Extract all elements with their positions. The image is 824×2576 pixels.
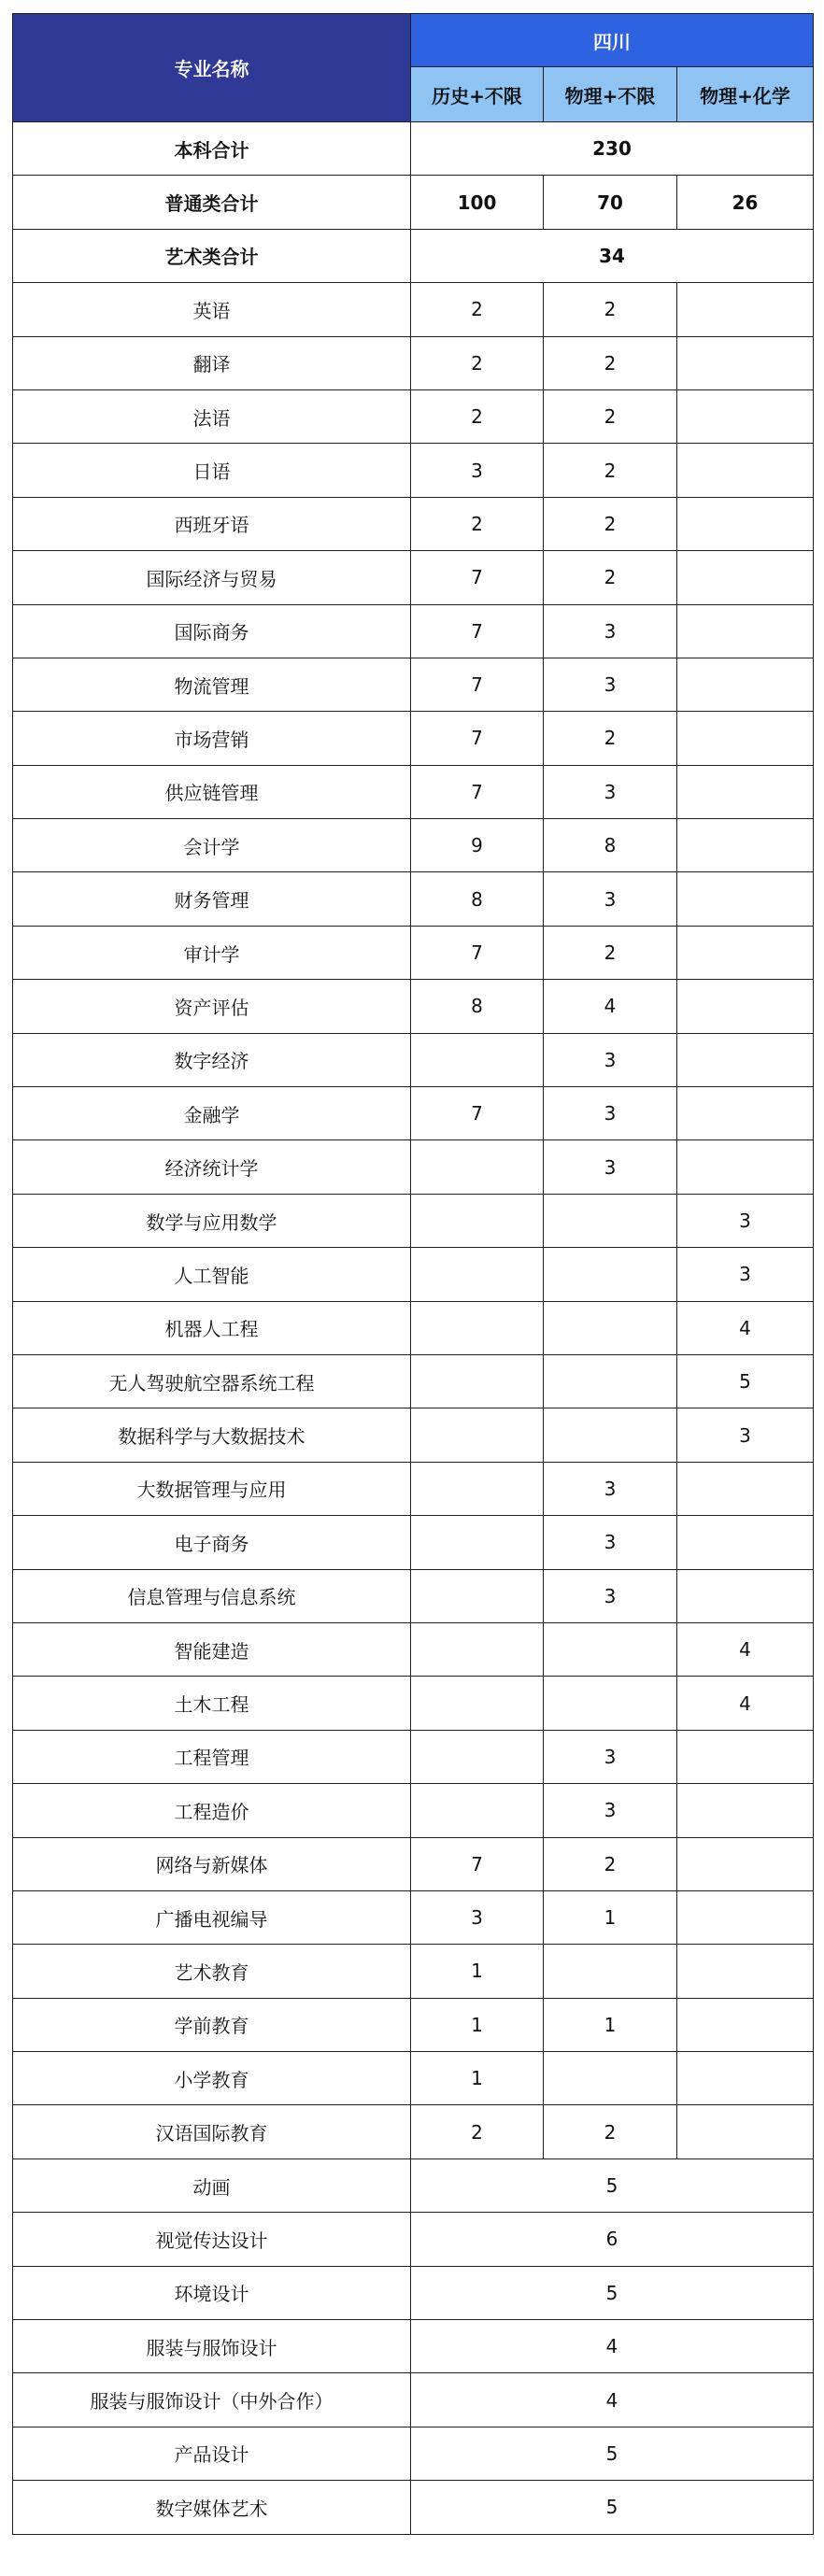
art-major-quota: 5 <box>411 2158 814 2212</box>
table-row <box>13 1033 814 1086</box>
quota-physics-any: 3 <box>544 1462 677 1515</box>
table-row <box>13 336 814 389</box>
quota-history-any <box>411 1462 544 1515</box>
quota-physics-chemistry <box>677 497 814 550</box>
quota-physics-any <box>544 2052 677 2105</box>
major-name: 市场营销 <box>13 712 411 765</box>
table-row <box>13 712 814 765</box>
major-name: 广播电视编导 <box>13 1890 411 1944</box>
quota-physics-chemistry <box>677 765 814 818</box>
quota-physics-any: 2 <box>544 551 677 604</box>
quota-physics-any <box>544 1194 677 1247</box>
quota-physics-any <box>544 1945 677 1998</box>
quota-history-any: 3 <box>411 1890 544 1944</box>
quota-physics-chemistry: 4 <box>677 1622 814 1676</box>
table-row <box>13 1890 814 1944</box>
table-row <box>13 604 814 658</box>
quota-physics-chemistry <box>677 1569 814 1622</box>
major-name: 法语 <box>13 389 411 443</box>
quota-physics-chemistry <box>677 872 814 926</box>
quota-physics-any: 8 <box>544 819 677 872</box>
general-total-row <box>13 176 814 229</box>
quota-physics-any: 2 <box>544 1837 677 1890</box>
quota-history-any <box>411 1569 544 1622</box>
quota-physics-any: 3 <box>544 1033 677 1086</box>
quota-history-any <box>411 1248 544 1301</box>
quota-history-any <box>411 1301 544 1354</box>
quota-physics-any: 3 <box>544 1730 677 1783</box>
quota-physics-any: 2 <box>544 2105 677 2158</box>
enrollment-plan-table <box>12 13 814 2535</box>
quota-physics-any: 3 <box>544 765 677 818</box>
major-name: 会计学 <box>13 819 411 872</box>
quota-history-any: 2 <box>411 389 544 443</box>
header-region: 四川 <box>411 14 814 67</box>
quota-physics-chemistry <box>677 1730 814 1783</box>
art-major-name: 服装与服饰设计（中外合作） <box>13 2373 411 2427</box>
art-major-quota: 4 <box>411 2373 814 2427</box>
quota-history-any: 2 <box>411 283 544 336</box>
quota-history-any: 2 <box>411 497 544 550</box>
major-name: 无人驾驶航空器系统工程 <box>13 1354 411 1408</box>
quota-physics-chemistry <box>677 1837 814 1890</box>
major-name: 网络与新媒体 <box>13 1837 411 1890</box>
major-name: 电子商务 <box>13 1516 411 1569</box>
art-total-value: 34 <box>411 229 814 282</box>
quota-physics-any: 2 <box>544 389 677 443</box>
table-row <box>13 389 814 443</box>
art-major-quota: 5 <box>411 2481 814 2534</box>
table-row <box>13 497 814 550</box>
quota-history-any: 7 <box>411 926 544 979</box>
major-name: 智能建造 <box>13 1622 411 1676</box>
table-body <box>13 122 814 2535</box>
quota-physics-any: 1 <box>544 1998 677 2051</box>
quota-physics-chemistry <box>677 604 814 658</box>
table-row <box>13 2320 814 2373</box>
major-name: 工程造价 <box>13 1784 411 1837</box>
quota-physics-chemistry <box>677 1033 814 1086</box>
quota-physics-chemistry <box>677 283 814 336</box>
major-name: 西班牙语 <box>13 497 411 550</box>
quota-physics-chemistry: 4 <box>677 1677 814 1730</box>
quota-physics-any: 2 <box>544 712 677 765</box>
quota-history-any <box>411 1677 544 1730</box>
table-row <box>13 872 814 926</box>
table-row <box>13 2158 814 2212</box>
quota-history-any: 8 <box>411 872 544 926</box>
quota-physics-any: 2 <box>544 497 677 550</box>
table-row <box>13 1998 814 2051</box>
art-major-quota: 6 <box>411 2213 814 2266</box>
quota-physics-any: 2 <box>544 926 677 979</box>
major-name: 信息管理与信息系统 <box>13 1569 411 1622</box>
major-name: 经济统计学 <box>13 1140 411 1194</box>
quota-physics-chemistry <box>677 444 814 497</box>
quota-physics-chemistry <box>677 1140 814 1194</box>
quota-physics-chemistry <box>677 712 814 765</box>
art-total-label: 艺术类合计 <box>13 229 411 282</box>
quota-physics-chemistry <box>677 389 814 443</box>
quota-history-any: 7 <box>411 765 544 818</box>
art-total-row <box>13 229 814 282</box>
art-major-name: 视觉传达设计 <box>13 2213 411 2266</box>
header-physics-chemistry: 物理+化学 <box>677 67 814 122</box>
quota-physics-chemistry <box>677 551 814 604</box>
quota-physics-any: 3 <box>544 1087 677 1140</box>
quota-physics-chemistry <box>677 1890 814 1944</box>
major-name: 日语 <box>13 444 411 497</box>
quota-history-any <box>411 1033 544 1086</box>
table-row <box>13 2481 814 2534</box>
major-name: 人工智能 <box>13 1248 411 1301</box>
quota-physics-any <box>544 1622 677 1676</box>
quota-physics-any <box>544 1248 677 1301</box>
major-name: 物流管理 <box>13 658 411 711</box>
major-name: 工程管理 <box>13 1730 411 1783</box>
undergrad-total-row <box>13 122 814 176</box>
quota-history-any: 7 <box>411 1087 544 1140</box>
table-row <box>13 658 814 711</box>
quota-physics-chemistry <box>677 1998 814 2051</box>
header-history-any: 历史+不限 <box>411 67 544 122</box>
major-name: 艺术教育 <box>13 1945 411 1998</box>
quota-physics-any: 3 <box>544 658 677 711</box>
quota-physics-any: 3 <box>544 1784 677 1837</box>
table-row <box>13 1087 814 1140</box>
quota-physics-chemistry <box>677 336 814 389</box>
table-row <box>13 765 814 818</box>
table-row <box>13 1784 814 1837</box>
quota-history-any: 2 <box>411 336 544 389</box>
undergrad-total-label: 本科合计 <box>13 122 411 176</box>
major-name: 供应链管理 <box>13 765 411 818</box>
table-row <box>13 1140 814 1194</box>
quota-physics-any: 1 <box>544 1890 677 1944</box>
table-row <box>13 283 814 336</box>
quota-physics-chemistry: 3 <box>677 1408 814 1462</box>
quota-history-any: 9 <box>411 819 544 872</box>
major-name: 大数据管理与应用 <box>13 1462 411 1515</box>
quota-history-any <box>411 1354 544 1408</box>
table-row <box>13 1248 814 1301</box>
major-name: 数学与应用数学 <box>13 1194 411 1247</box>
quota-physics-any: 3 <box>544 1516 677 1569</box>
table-row <box>13 819 814 872</box>
quota-history-any <box>411 1408 544 1462</box>
table-row <box>13 1945 814 1998</box>
table-row <box>13 1837 814 1890</box>
undergrad-total-value: 230 <box>411 122 814 176</box>
quota-history-any: 7 <box>411 1837 544 1890</box>
table-row <box>13 2052 814 2105</box>
major-name: 金融学 <box>13 1087 411 1140</box>
table-row <box>13 1408 814 1462</box>
art-major-name: 数字媒体艺术 <box>13 2481 411 2534</box>
quota-history-any: 1 <box>411 1998 544 2051</box>
general-total-history: 100 <box>411 176 544 229</box>
quota-physics-chemistry <box>677 926 814 979</box>
quota-physics-chemistry <box>677 1516 814 1569</box>
quota-history-any: 3 <box>411 444 544 497</box>
quota-history-any <box>411 1730 544 1783</box>
quota-physics-any: 3 <box>544 1140 677 1194</box>
table-row <box>13 1569 814 1622</box>
quota-history-any <box>411 1622 544 1676</box>
quota-history-any: 1 <box>411 2052 544 2105</box>
table-row <box>13 551 814 604</box>
major-name: 机器人工程 <box>13 1301 411 1354</box>
general-total-physics-chemistry: 26 <box>677 176 814 229</box>
quota-physics-any: 2 <box>544 336 677 389</box>
major-name: 审计学 <box>13 926 411 979</box>
quota-physics-any <box>544 1354 677 1408</box>
quota-history-any <box>411 1516 544 1569</box>
quota-history-any: 7 <box>411 658 544 711</box>
header-major-name: 专业名称 <box>13 14 411 122</box>
quota-physics-chemistry <box>677 2105 814 2158</box>
major-name: 翻译 <box>13 336 411 389</box>
quota-history-any <box>411 1140 544 1194</box>
table-row <box>13 444 814 497</box>
quota-physics-chemistry <box>677 1087 814 1140</box>
quota-history-any: 1 <box>411 1945 544 1998</box>
table-row <box>13 980 814 1033</box>
major-name: 小学教育 <box>13 2052 411 2105</box>
table-row <box>13 926 814 979</box>
quota-physics-any: 2 <box>544 444 677 497</box>
table-row <box>13 2266 814 2319</box>
major-name: 财务管理 <box>13 872 411 926</box>
quota-physics-any: 2 <box>544 283 677 336</box>
art-major-name: 动画 <box>13 2158 411 2212</box>
major-name: 土木工程 <box>13 1677 411 1730</box>
quota-physics-chemistry <box>677 819 814 872</box>
art-major-quota: 5 <box>411 2427 814 2480</box>
table-row <box>13 1677 814 1730</box>
major-name: 数据科学与大数据技术 <box>13 1408 411 1462</box>
table-header <box>13 14 814 122</box>
quota-physics-chemistry <box>677 980 814 1033</box>
major-name: 资产评估 <box>13 980 411 1033</box>
general-total-physics: 70 <box>544 176 677 229</box>
quota-physics-chemistry <box>677 1945 814 1998</box>
major-name: 国际商务 <box>13 604 411 658</box>
quota-physics-any: 3 <box>544 872 677 926</box>
table-row <box>13 1462 814 1515</box>
quota-physics-any <box>544 1408 677 1462</box>
quota-physics-any <box>544 1301 677 1354</box>
enrollment-plan-table-container <box>12 13 813 2535</box>
major-name: 英语 <box>13 283 411 336</box>
art-major-name: 产品设计 <box>13 2427 411 2480</box>
quota-physics-any: 3 <box>544 604 677 658</box>
general-total-label: 普通类合计 <box>13 176 411 229</box>
table-row <box>13 2373 814 2427</box>
table-row <box>13 1622 814 1676</box>
quota-physics-chemistry: 4 <box>677 1301 814 1354</box>
art-major-quota: 4 <box>411 2320 814 2373</box>
quota-history-any <box>411 1194 544 1247</box>
table-row <box>13 1354 814 1408</box>
table-row <box>13 1516 814 1569</box>
major-name: 国际经济与贸易 <box>13 551 411 604</box>
major-name: 汉语国际教育 <box>13 2105 411 2158</box>
quota-history-any: 7 <box>411 712 544 765</box>
quota-physics-chemistry <box>677 2052 814 2105</box>
art-major-name: 服装与服饰设计 <box>13 2320 411 2373</box>
quota-history-any: 7 <box>411 604 544 658</box>
quota-physics-any: 3 <box>544 1569 677 1622</box>
quota-physics-chemistry: 5 <box>677 1354 814 1408</box>
art-major-name: 环境设计 <box>13 2266 411 2319</box>
header-physics-any: 物理+不限 <box>544 67 677 122</box>
table-row <box>13 1194 814 1247</box>
quota-physics-chemistry <box>677 1462 814 1515</box>
quota-history-any <box>411 1784 544 1837</box>
table-row <box>13 1301 814 1354</box>
art-major-quota: 5 <box>411 2266 814 2319</box>
quota-physics-chemistry: 3 <box>677 1248 814 1301</box>
quota-physics-chemistry: 3 <box>677 1194 814 1247</box>
table-row <box>13 2213 814 2266</box>
major-name: 学前教育 <box>13 1998 411 2051</box>
major-name: 数字经济 <box>13 1033 411 1086</box>
quota-history-any: 7 <box>411 551 544 604</box>
table-row <box>13 2105 814 2158</box>
quota-physics-chemistry <box>677 1784 814 1837</box>
quota-physics-chemistry <box>677 658 814 711</box>
table-row <box>13 1730 814 1783</box>
quota-physics-any: 4 <box>544 980 677 1033</box>
quota-history-any: 2 <box>411 2105 544 2158</box>
quota-history-any: 8 <box>411 980 544 1033</box>
quota-physics-any <box>544 1677 677 1730</box>
table-row <box>13 2427 814 2480</box>
